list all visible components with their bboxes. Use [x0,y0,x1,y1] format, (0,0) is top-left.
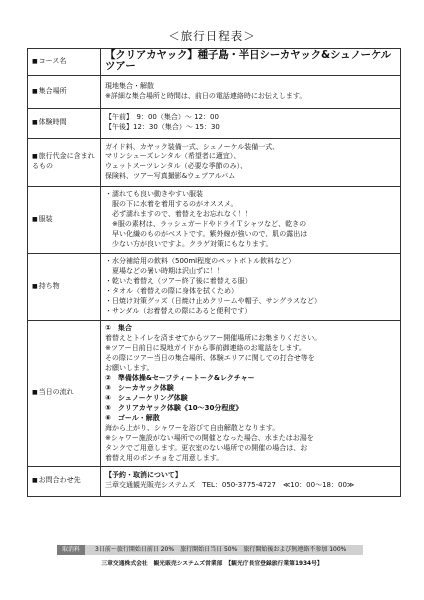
meeting-value-cell [101,75,401,108]
flow-step: ④ シュノーケリング体験 [105,394,188,403]
clothing-line: 早い化繊のものがベストです。紫外線が強いので、肌の露出は [105,229,308,238]
clothing-label: 服装 [38,214,53,223]
square-bullet-icon: ■ [32,282,38,290]
page-title: ＜旅行日程表＞ [168,29,256,43]
course-value-cell [101,49,401,76]
cancellation-text: 3日前～旅行開始日前日 20% 旅行開始日当日 50% 旅行開始後および無連絡不参加 100% [95,546,347,553]
belongings-line: ・乾いた着替え（ツアー終了後に着替える服） [105,276,252,285]
belongings-row [28,253,401,320]
belongings-line: ・水分補給用の飲料（500ml程度のペットボトル飲料など） [105,257,296,266]
clothing-line: 必ず濡れますので、着替えをお忘れなく！！ [105,209,252,218]
course-label-cell [28,49,101,76]
time-label-cell [28,108,101,138]
belongings-line: ・日焼け対策グッズ（日焼け止めクリームや帽子、サングラスなど） [105,296,321,305]
belongings-line: 夏場などの暑い時期は沢山ずに！！ [105,267,224,275]
time-label: 体験時間 [38,118,67,127]
itinerary-table [27,48,401,497]
flow-line: ※ツアー日前日に現地ガイドから事前御連絡のお電話をします。 [105,344,306,353]
tour-name: 【クリアカヤック】種子島・半日シーカヤック&シュノーケルツアー [105,49,391,72]
meeting-row [28,75,401,108]
contact-heading: 【予約・取消について】 [105,471,182,480]
included-line: マリンシューズレンタル（希望者に適宜）、 [105,152,241,161]
clothing-line: ※服の素材は、ラッシュガードやドライＴシャツなど、乾きの [105,219,307,228]
flow-line: お願いします。 [105,364,154,373]
flow-label: 当日の流れ [38,388,74,397]
meeting-line: ※詳細な集合場所と時間は、前日の電話連絡時にお伝えします。 [105,91,307,100]
square-bullet-icon: ■ [32,57,38,65]
time-line: 【午後】12：30（集合）～ 15：30 [105,123,220,132]
flow-line: ※シャワー施設がない場所での開催となった場合、水またはお湯を [105,434,314,443]
meeting-line: 現地集合・解散 [105,81,154,90]
clothing-line: ・濡れても良い動きやすい服装 [105,190,203,199]
included-label: 旅行代金に含まれるもの [32,152,95,171]
belongings-line: ・サンダル（お着替えの際にあると便利です） [105,306,252,315]
flow-step: ① 集合 [105,324,132,333]
belongings-label: 持ち物 [38,281,60,290]
flow-step: ⑤ クリアカヤック体験《10～30分程度》 [105,404,243,413]
company-footer: 三章交通株式会社 観光販売システムズ営業部 【観光庁長官登録旅行業第1934号】 [101,561,323,567]
clothing-line: 服の下に水着を着用するのがオススメ。 [105,200,238,208]
included-label-cell [28,138,101,186]
contact-value-cell [101,466,401,496]
cancellation-bar [57,545,363,555]
square-bullet-icon: ■ [32,153,38,161]
flow-line: 着替え用のポンチョをご用意します。 [105,454,224,463]
square-bullet-icon: ■ [32,119,38,127]
course-row [28,49,401,76]
contact-line: 三章交通観光販売システムズ TEL：050-3775-4727 ≪10：00～18：00≫ [105,481,355,490]
flow-line: タンクでご用意します。更衣室のない場所での開催の場合は、お [105,444,308,453]
flow-line: 着替えとトイレを済ませてからツアー開催場所にお集まりください。 [105,334,322,343]
included-line: 保険料、ツアー写真撮影&ウェブアルバム [105,172,236,181]
contact-row [28,466,401,496]
cancellation-label: 取消料 [57,545,85,555]
square-bullet-icon: ■ [32,87,38,95]
flow-step: ② 準備体操&セーフティートーク&レクチャー [105,374,255,383]
flow-row [28,320,401,466]
included-row [28,138,401,186]
flow-step: ⑥ ゴール・解散 [105,414,160,423]
belongings-line: ・タオル（着替えの際に身体を拭くため） [105,286,238,295]
clothing-value-cell [101,186,401,253]
flow-label-cell [28,320,101,466]
clothing-row [28,186,401,253]
contact-label: お問合わせ先 [38,476,81,485]
time-value-cell [101,108,401,138]
flow-step: ③ シーカヤック体験 [105,384,174,393]
contact-label-cell [28,466,101,496]
square-bullet-icon: ■ [32,389,38,397]
belongings-label-cell [28,253,101,320]
meeting-label: 集合場所 [38,86,67,95]
belongings-value-cell [101,253,401,320]
clothing-label-cell [28,186,101,253]
course-label: コース名 [38,56,67,65]
flow-line: その際にツアー当日の集合場所、体験エリアに関しての打合せ等を [105,354,315,363]
included-value-cell [101,138,401,186]
flow-value-cell [101,320,401,466]
time-row [28,108,401,138]
square-bullet-icon: ■ [32,477,38,485]
flow-line: 海から上がり、シャワーを浴びて自由解散となります。 [105,424,280,433]
time-line: 【午前】 9：00（集合）～ 12：00 [105,113,219,122]
included-line: ガイド料、カヤック装備一式、シュノーケル装備一式、 [105,142,280,151]
included-line: ウェットスーツレンタル（必要な季節のみ）、 [105,162,248,171]
clothing-line: 少ない方が良いですよ。クラゲ対策にもなります。 [105,239,273,248]
meeting-label-cell [28,75,101,108]
square-bullet-icon: ■ [32,215,38,223]
